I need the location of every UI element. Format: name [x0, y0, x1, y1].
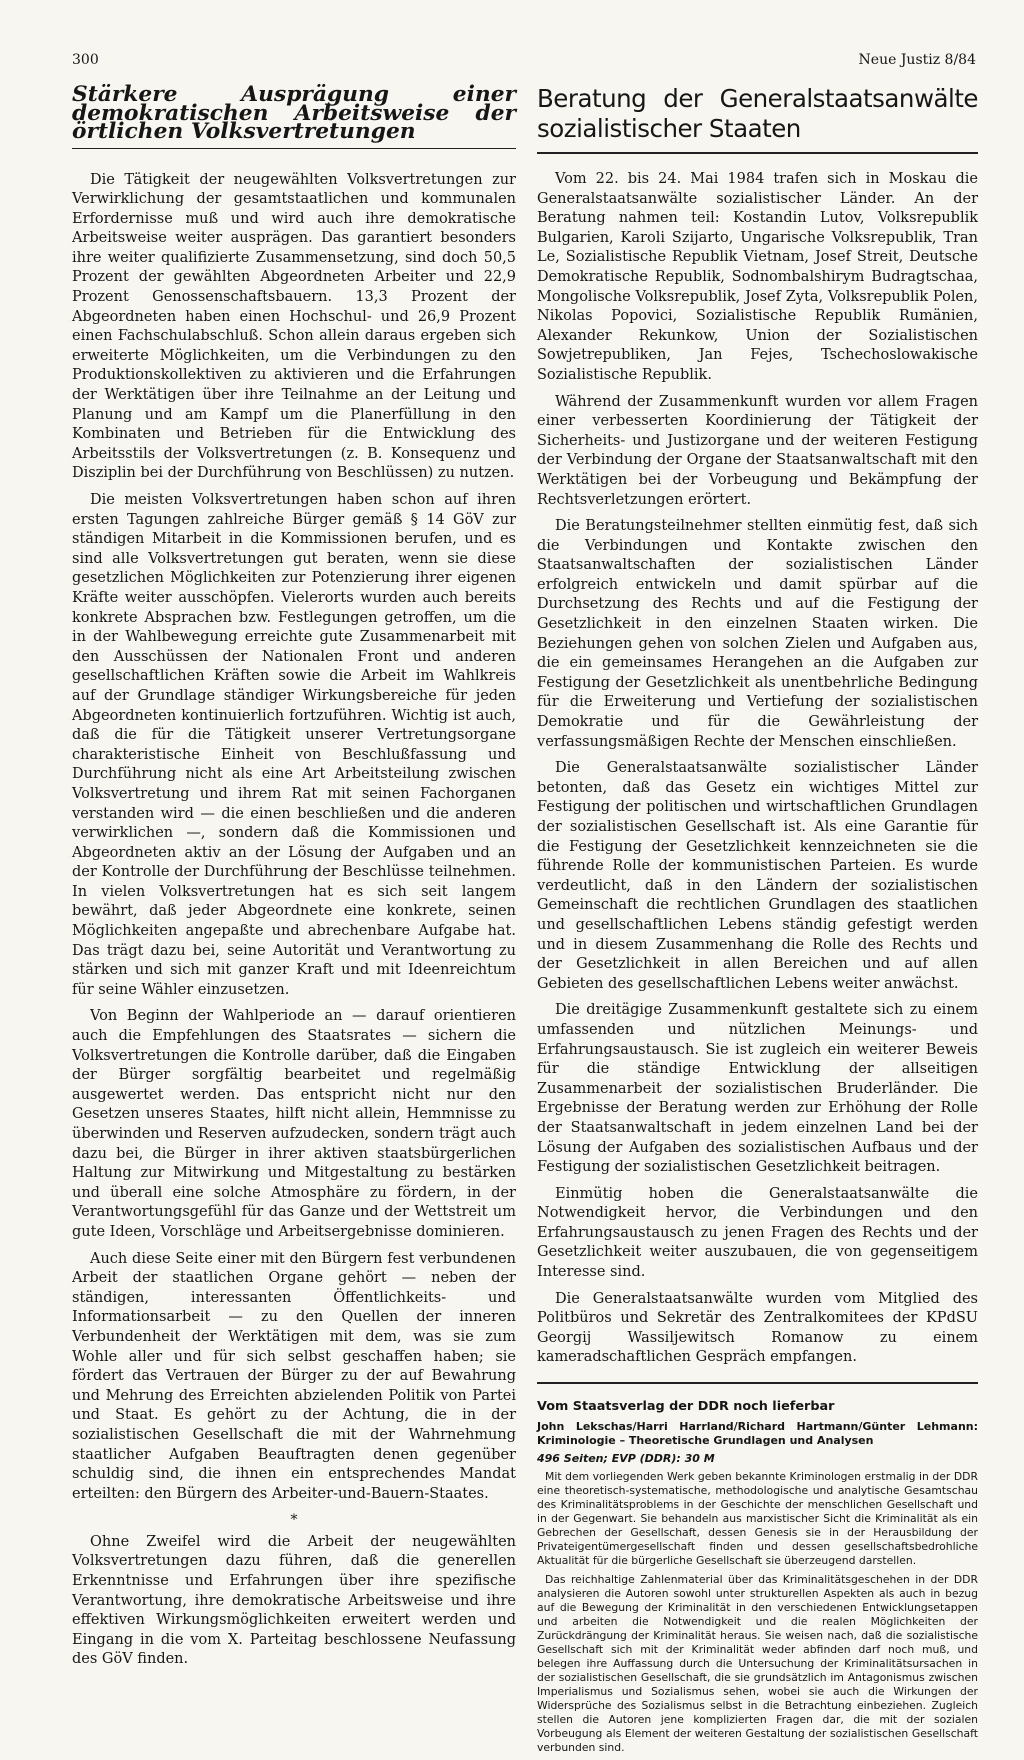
heading-rule: [72, 148, 516, 149]
right-column: [537, 86, 978, 1760]
publisher-notice: [537, 1400, 978, 1755]
section-heading: Stärkere Ausprägung einer demokratischen Arbeitsweise der örtlichen Volksvertretungen: [72, 82, 516, 144]
body-paragraph: Die Tätigkeit der neugewählten Volksvertretungen zur Verwirklichung der gesamtstaatlichen und kommunalen Erfordernisse muß und wird auch ihre demokratische Arbeitsweise weiter ausprägen. Das garantiert besonders ihre weiter qualifizierte Zusammensetzung, sind doch 50,5 Prozent der gewählten Abgeordneten Arbeiter und 22,9 Prozent Genossenschaftsbauern. 13,3 Prozent der Abgeordneten haben einen Hochschul- und 26,9 Prozent einen Fachschulabschluß. Schon allein daraus ergeben sich erweiterte Möglichkeiten, um die Verbindungen zu den Produktionskollektiven zu aktivieren und die Erfahrungen der Werktätigen über ihre Teilnahme an der Leitung und Planung und am Kampf um die Planerfüllung in den Kombinaten und Betrieben für die Entwicklung des Arbeitsstils der Volksvertretungen (z. B. Konsequenz und Disziplin bei der Durchführung von Beschlüssen) zu nutzen.: [72, 171, 516, 482]
notice-title: Vom Staatsverlag der DDR noch lieferbar: [537, 1399, 835, 1415]
body-paragraph: Vom 22. bis 24. Mai 1984 trafen sich in Moskau die Generalstaatsanwälte sozialistischer Länder. An der Beratung nahmen teil: Kostandin Lutov, Volksrepublik Bulgarien, Karoli Szijarto, Ungarische Volksrepublik, Tran Le, Sozialistische Republik Vietnam, Josef Streit, Deutsche Demokratische Republik, Sodnombalshirym Budragtschaa, Mongolische Volksrepublik, Josef Zyta, Volksrepublik Polen, Nikolas Popovici, Sozialistische Republik Rumänien, Alexander Rekunkow, Union der Sozialistischen Sowjetrepubliken, Jan Fejes, Tschechoslowakische Sozialistische Republik.: [537, 171, 978, 383]
notice-paragraph: Das reichhaltige Zahlenmaterial über das Kriminalitätsgeschehen in der DDR analysieren die Autoren sowohl unter strukturellen Aspekten als auch in bezug auf die Bewegung der Kriminalität in den verschiedenen Entwicklungsetappen und arbeiten die Notwendigkeit und die realen Möglichkeiten der Zurückdrängung der Kriminalität heraus. Sie weisen nach, daß die sozialistische Gesellschaft sich mit der Kriminalität weder abfinden darf noch muß, und belegen ihre Auffassung durch die Untersuchung der Kriminalitätsursachen in der sozialistischen Gesellschaft, die sie grundsätzlich im Antagonismus zwischen Imperialismus und Sozialismus sehen, wobei sie auch die Wirkungen der Widersprüche des Sozialismus selbst in die Betrachtung einbeziehen. Zugleich stellen die Autoren jene komplizierten Fragen dar, die mit der sozialen Vorbeugung als Element der weiteren Gestaltung der sozialistischen Gesellschaft verbunden sind.: [537, 1573, 978, 1755]
body-paragraph: Von Beginn der Wahlperiode an — darauf orientieren auch die Empfehlungen des Staatsrates — sichern die Volksvertretungen die Kontrolle darüber, daß die Eingaben der Bürger sorgfältig bearbeitet und regelmäßig ausgewertet werden. Das entspricht nicht nur den Gesetzen unseres Staates, hilft nicht allein, Hemmnisse zu überwinden und Reserven aufzudecken, sondern trägt auch dazu bei, die Bürger in ihrer aktiven staatsbürgerlichen Haltung zur Mitwirkung und Mitgestaltung zu bestärken und überall eine solche Atmosphäre zu fördern, in der Verantwortungsgefühl für das Ganze und der Wettstreit um gute Ideen, Vorschläge und Arbeitsergebnisse dominieren.: [72, 1008, 516, 1240]
box-rule: [537, 1382, 978, 1384]
body-paragraph: Während der Zusammenkunft wurden vor allem Fragen einer verbesserten Koordinierung der Tätigkeit der Sicherheits- und Justizorgane und der weiteren Festigung der Verbindung der Organe der Staatsanwaltschaft mit den Werktätigen bei der Vorbeugung und Bekämpfung der Rechtsverletzungen erörtert.: [537, 393, 978, 508]
body-paragraph: Auch diese Seite einer mit den Bürgern fest verbundenen Arbeit der staatlichen Organe gehört — neben der ständigen, interessanten Öffentlichkeits- und Informationsarbeit — zu den Quellen der inneren Verbundenheit der Werktätigen mit dem, was sie zum Wohle aller und für sich selbst geschaffen haben; sie fördert das Vertrauen der Bürger zu der auf Bewahrung und Mehrung des Erreichten abzielenden Politik von Partei und Staat. Es gehört zu der Achtung, die in der sozialistischen Gesellschaft die mit der Wahrnehmung staatlicher Aufgaben Beauftragten denen gegenüber schuldig sind, die ihnen ein entsprechendes Mandat erteilten: den Bürgern des Arbeiter-und-Bauern-Staates.: [72, 1250, 516, 1502]
left-column: [72, 82, 516, 1677]
page-number: 300: [72, 52, 99, 68]
body-paragraph: Die Generalstaatsanwälte wurden vom Mitglied des Politbüros und Sekretär des Zentralkomitees der KPdSU Georgij Wassiljewitsch Romanow zu einem kameradschaftlichen Gespräch empfangen.: [537, 1290, 978, 1366]
body-paragraph: Einmütig hoben die Generalstaatsanwälte die Notwendigkeit hervor, die Verbindungen und den Erfahrungsaustausch zu jenen Fragen des Rechts und der Gesetzlichkeit weiter auszubauen, die von gegenseitigem Interesse sind.: [537, 1185, 978, 1281]
body-paragraph: Die Beratungsteilnehmer stellten einmütig fest, daß sich die Verbindungen und Kontakte zwischen den Staatsanwaltschaften der sozialistischen Länder erfolgreich entwickeln und damit spürbar auf die Durchsetzung des Rechts und auf die Festigung der Gesetzlichkeit in den einzelnen Staaten wirken. Die Beziehungen gehen von solchen Zielen und Aufgaben aus, die ein gemeinsames Herangehen an die Aufgaben zur Festigung der Gesetzlichkeit als unentbehrliche Bedingung für die Erweiterung und Vertiefung der sozialistischen Demokratie und für die Gewährleistung der verfassungsmäßigen Rechte der Menschen einschließen.: [537, 518, 978, 750]
book-details: 496 Seiten; EVP (DDR): 30 M: [537, 1452, 715, 1466]
body-paragraph: Die Generalstaatsanwälte sozialistischer Länder betonten, daß das Gesetz ein wichtiges Mittel zur Festigung der politischen und wirtschaftlichen Grundlagen der sozialistischen Gesellschaft ist. Als eine Garantie für die Festigung der Gesetzlichkeit kennzeichneten sie die führende Rolle der kommunistischen Parteien. Es wurde verdeutlicht, daß in den Ländern der sozialistischen Gemeinschaft die rechtlichen Grundlagen des staatlichen und gesellschaftlichen Lebens ständig gefestigt werden und in diesem Zusammenhang die Rolle des Rechts und der Gesetzlichkeit in allen Bereichen und auf allen Gebieten des gesellschaftlichen Lebens weiter anwächst.: [537, 760, 978, 992]
book-authors-title: John Lekschas/Harri Harrland/Richard Hartmann/Günter Lehmann: Kriminologie – Theoretische Grundlagen und Analysen: [537, 1420, 978, 1448]
body-paragraph: Die dreitägige Zusammenkunft gestaltete sich zu einem umfassenden und nützlichen Meinungs- und Erfahrungsaustausch. Sie ist zugleich ein weiterer Beweis für die ständige Entwicklung der allseitigen Zusammenarbeit der sozialistischen Bruderländer. Die Ergebnisse der Beratung werden zur Erhöhung der Rolle der Staatsanwaltschaft in jedem einzelnen Land bei der Lösung der Aufgaben des sozialistischen Aufbaus und der Festigung der sozialistischen Gesetzlichkeit beitragen.: [537, 1002, 978, 1176]
notice-paragraph: Mit dem vorliegenden Werk geben bekannte Kriminologen erstmalig in der DDR eine theoretisch-systematische, methodologische und analytische Gesamtschau des Kriminalitätsproblems in der Geschichte der menschlichen Gesellschaft und in der Gegenwart. Sie behandeln aus marxistischer Sicht die Kriminalität als ein Gebrechen der Gesellschaft, dessen Genesis sie in der Herausbildung der Privateigentümergesellschaft finden und dessen gesellschaftsbedrohliche Aktualität für die bürgerliche Gesellschaft sie überzeugend darstellen.: [537, 1470, 978, 1568]
body-paragraph: Die meisten Volksvertretungen haben schon auf ihren ersten Tagungen zahlreiche Bürger gemäß § 14 GöV zur ständigen Mitarbeit in die Kommissionen berufen, und es sind alle Volksvertretungen gut beraten, wenn sie diese gesetzlichen Möglichkeiten zur Potenzierung ihrer eigenen Kräfte weiter ausschöpfen. Vielerorts wurden auch bereits konkrete Absprachen bzw. Festlegungen getroffen, um die in der Wahlbewegung erreichte gute Zusammenarbeit mit den Ausschüssen der Nationalen Front und anderen gesellschaftlichen Kräften sowie die Arbeit im Wahlkreis auf der Grundlage ständiger Wirkungsbereiche für jeden Abgeordneten kontinuierlich fortzuführen. Wichtig ist auch, daß die für die Tätigkeit unserer Vertretungsorgane charakteristische Einheit von Beschlußfassung und Durchführung nicht als eine Art Arbeitsteilung zwischen Volksvertretung und ihrem Rat mit seinen Fachorganen verstanden wird — die einen beschließen und die anderen verwirklichen —, sondern daß die Kommissionen und Abgeordneten aktiv an der Lösung der Aufgaben und an der Kontrolle der Durchführung der Beschlüsse teilnehmen. In vielen Volksvertretungen hat es sich seit langem bewährt, daß jeder Abgeordnete eine konkrete, seinen Möglichkeiten angepaßte und abrechenbare Aufgabe hat. Das trägt dazu bei, seine Autorität und Verantwortung zu stärken und sich mit ganzer Kraft und mit Ideenreichtum für seine Wähler einzusetzen.: [72, 492, 516, 998]
section-separator: *: [290, 1512, 298, 1529]
article-title: Beratung der Generalstaatsanwälte sozialistischer Staaten: [537, 84, 978, 143]
closing-paragraph: Ohne Zweifel wird die Arbeit der neugewählten Volksvertretungen dazu führen, daß die generellen Erkenntnisse und Erfahrungen über ihre spezifische Verantwortung, ihre demokratische Arbeitsweise und ihre effektiven Wirkungsmöglichkeiten erweitert werden und Eingang in die vom X. Parteitag beschlossene Neufassung des GöV finden.: [72, 1533, 516, 1668]
title-rule: [537, 152, 978, 154]
journal-issue: Neue Justiz 8/84: [858, 52, 976, 68]
